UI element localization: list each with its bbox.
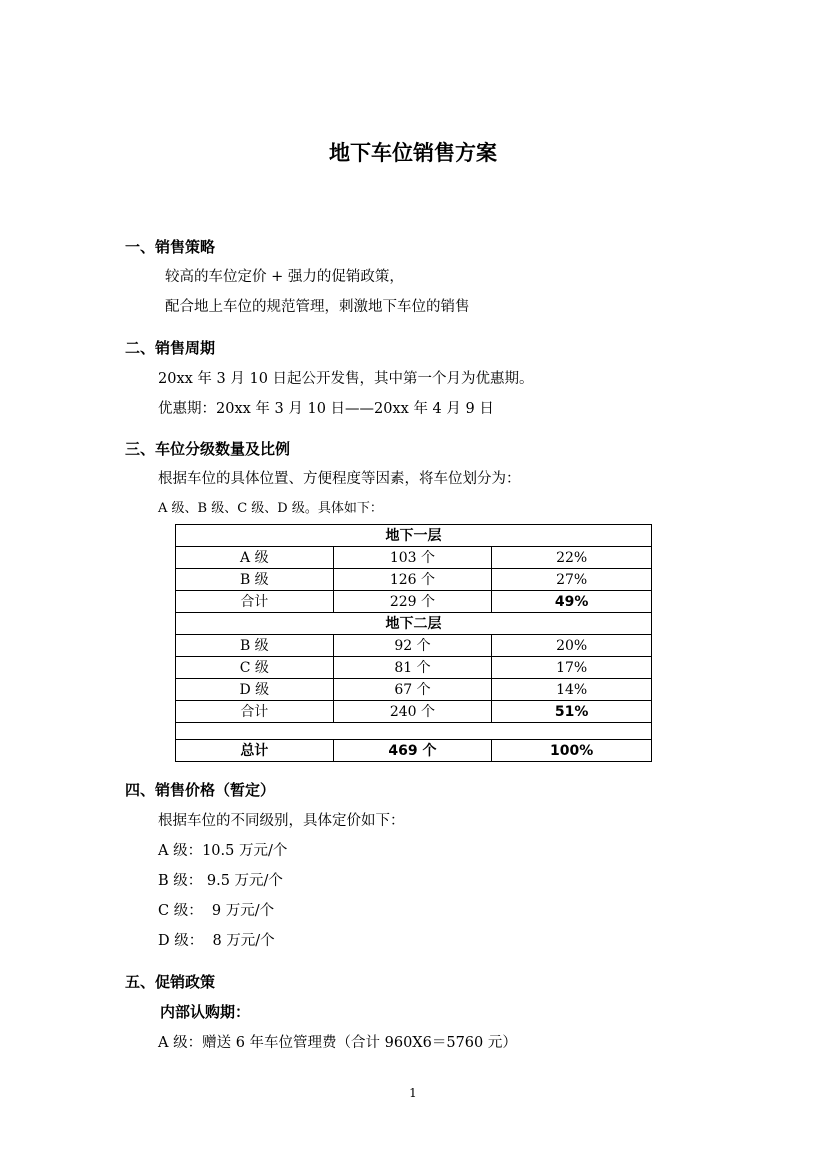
table-row xyxy=(176,569,652,591)
price-b: B 级： 9.5 万元/个 xyxy=(158,873,283,889)
promotion-line-1: A 级：赠送 6 年车位管理费（合计 960X6＝5760 元） xyxy=(158,1035,517,1051)
total-pct-cell: 100% xyxy=(492,740,652,762)
strategy-line-1: 较高的车位定价 + 强力的促销政策， xyxy=(165,269,404,285)
table-row xyxy=(176,679,652,701)
period-line-2: 优惠期：20xx 年 3 月 10 日——20xx 年 4 月 9 日 xyxy=(158,401,494,417)
pct-cell: 49% xyxy=(492,591,652,613)
grade-cell: A 级 xyxy=(176,547,334,569)
table-blank-row xyxy=(176,723,652,740)
table-floor-header xyxy=(176,525,652,547)
price-intro: 根据车位的不同级别，具体定价如下： xyxy=(158,813,405,829)
table-floor-header xyxy=(176,613,652,635)
document-title: 地下车位销售方案 xyxy=(329,141,497,165)
total-label-cell: 总计 xyxy=(176,740,334,762)
count-cell: 92 个 xyxy=(333,635,492,657)
table-row xyxy=(176,701,652,723)
table-row xyxy=(176,635,652,657)
price-a: A 级：10.5 万元/个 xyxy=(158,843,288,859)
grade-cell: C 级 xyxy=(176,657,334,679)
pct-cell: 22% xyxy=(492,547,652,569)
count-cell: 81 个 xyxy=(333,657,492,679)
price-d: D 级： 8 万元/个 xyxy=(158,933,275,949)
section-heading-strategy: 一、销售策略 xyxy=(125,238,216,256)
count-cell: 240 个 xyxy=(333,701,492,723)
blank-cell xyxy=(176,723,652,740)
section-heading-price: 四、销售价格（暂定） xyxy=(125,781,276,799)
strategy-line-2: 配合地上车位的规范管理，刺激地下车位的销售 xyxy=(165,299,470,315)
promotion-subheading: 内部认购期： xyxy=(160,1003,251,1021)
parking-grade-table xyxy=(175,524,652,762)
grade-cell: 合计 xyxy=(176,591,334,613)
count-cell: 103 个 xyxy=(333,547,492,569)
grade-cell: D 级 xyxy=(176,679,334,701)
pct-cell: 51% xyxy=(492,701,652,723)
grades-line-1: 根据车位的具体位置、方便程度等因素，将车位划分为： xyxy=(158,471,521,487)
count-cell: 229 个 xyxy=(333,591,492,613)
pct-cell: 14% xyxy=(492,679,652,701)
total-count-cell: 469 个 xyxy=(333,740,492,762)
table-row xyxy=(176,547,652,569)
floor1-title: 地下一层 xyxy=(176,525,652,547)
table-total-row xyxy=(176,740,652,762)
section-heading-period: 二、销售周期 xyxy=(125,339,216,357)
grade-cell: 合计 xyxy=(176,701,334,723)
section-heading-grades: 三、车位分级数量及比例 xyxy=(125,440,291,458)
section-heading-promotion: 五、促销政策 xyxy=(125,973,216,991)
grade-cell: B 级 xyxy=(176,569,334,591)
count-cell: 67 个 xyxy=(333,679,492,701)
grade-cell: B 级 xyxy=(176,635,334,657)
count-cell: 126 个 xyxy=(333,569,492,591)
grades-line-2: A 级、B 级、C 级、D 级。具体如下： xyxy=(158,501,383,516)
pct-cell: 27% xyxy=(492,569,652,591)
price-c: C 级： 9 万元/个 xyxy=(158,903,275,919)
table-row xyxy=(176,657,652,679)
pct-cell: 20% xyxy=(492,635,652,657)
table-row xyxy=(176,591,652,613)
pct-cell: 17% xyxy=(492,657,652,679)
page-number: 1 xyxy=(409,1086,417,1100)
floor2-title: 地下二层 xyxy=(176,613,652,635)
period-line-1: 20xx 年 3 月 10 日起公开发售，其中第一个月为优惠期。 xyxy=(158,371,534,387)
